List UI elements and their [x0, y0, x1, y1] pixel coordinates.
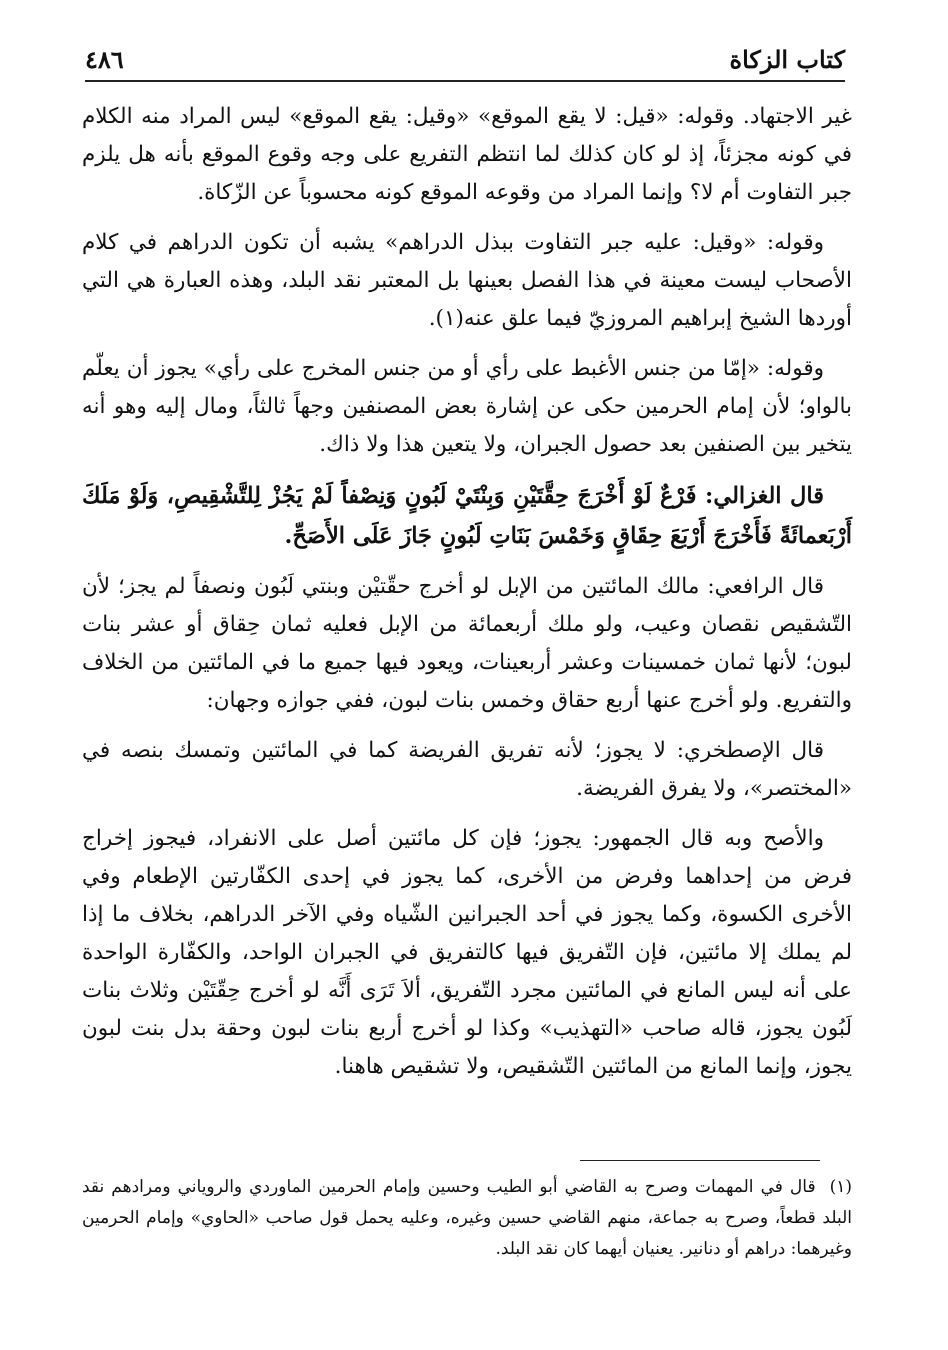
paragraph: قال الرافعي: مالك المائتين من الإبل لو أخرج حقّتيْن وبنتي لَبُون ونصفاً لم يجز؛ لأن التّشقيص نقصان وعيب، ولو ملك أربعمائة من الإبل فعليه ثمان حِقاق أو عشر بنات لبون؛ لأنها ثمان خمسينات وعشر أربعينات، ويعود فيها جميع ما في المائتين من الخلاف والتفريع. ولو أخرج عنها أربع حقاق وخمس بنات لبون، ففي جوازه وجهان: — [82, 574, 852, 713]
footnote-marker: (١) — [829, 1177, 852, 1197]
footnote-separator — [580, 1160, 820, 1161]
paragraph: والأصح وبه قال الجمهور: يجوز؛ فإن كل مائتين أصل على الانفراد، فيجوز إخراج فرض من إحداهما وفرض من الأخرى، كما يجوز في إحدى الكفّارتين الإطعام وفي الأخرى الكسوة، وكما يجوز في أحد الجبرانين الشّياه وفي الآخر الدراهم، بخلاف ما إذا لم يملك إلا مائتين، فإن التّفريق فيها كالتفريق في الجبران الواحد، والكفّارة الواحدة على أنه ليس المانع في المائتين مجرد التّفريق، ألاَ تَرَى أَنَّه لو أخرج حِقّتَيْن وثلاث بنات لَبُون يجوز، قاله صاحب «التهذيب» وكذا لو أخرج أربع بنات لبون وحقة بدل بنت لبون يجوز، وإنما المانع من المائتين التّشقيص، ولا تشقيص هاهنا. — [82, 826, 852, 1079]
footnote-text: قال في المهمات وصرح به القاضي أبو الطيب وحسين وإمام الحرمين الماوردي والروياني ومرادهم نقد البلد قطعاً، وصرح به جماعة، منهم القاضي حسين وغيره، وعليه يحمل قول صاحب «الحاوي» وإمام الحرمين وغيرهما: دراهم أو دنانير. يعنيان أيهما كان نقد البلد. — [82, 1177, 852, 1259]
footnote — [82, 1172, 852, 1265]
paragraph: وقوله: «وقيل: عليه جبر التفاوت ببذل الدراهم» يشبه أن تكون الدراهم في كلام الأصحاب ليست معينة في هذا الفصل بعينها بل المعتبر نقد البلد، وهذه العبارة هي التي أوردها الشيخ إبراهيم المروزيّ فيما علق عنه(١). — [82, 230, 852, 331]
matn-paragraph: قال الغزالي: فَرْعٌ لَوْ أَخْرَجَ حِقَّتَيْنِ وَبِنْتَيْ لَبُونٍ وَنِصْفاً لَمْ يَجُزْ لِلتَّشْقِيصِ، وَلَوْ مَلَكَ أَرْبَعمائَةً فَأَخْرَجَ أَرْبَعَ حِقَاقٍ وَخَمْسَ بَنَاتِ لَبُونٍ جَازَ عَلَى الأَصَحِّ. — [82, 483, 852, 549]
running-title: كتاب الزكاة — [729, 45, 845, 74]
main-text — [82, 98, 852, 1098]
page-number: ٤٨٦ — [85, 45, 124, 74]
paragraph: غير الاجتهاد. وقوله: «قيل: لا يقع الموقع» «وقيل: يقع الموقع» ليس المراد منه الكلام في كونه مجزئاً، إذ لو كان كذلك لما انتظم التفريع على وجه وقوع الموقع بأنه هل يلزم جبر التفاوت أم لا؟ وإنما المراد من وقوعه الموقع كونه محسوباً عن الزّكاة. — [82, 104, 852, 205]
paragraph: قال الإصطخري: لا يجوز؛ لأنه تفريق الفريضة كما في المائتين وتمسك بنصه في «المختصر»، ولا يفرق الفريضة. — [82, 738, 852, 801]
page-header — [85, 30, 845, 82]
paragraph: وقوله: «إمّا من جنس الأغبط على رأي أو من جنس المخرج على رأي» يجوز أن يعلّم بالواو؛ لأن إمام الحرمين حكى عن إشارة بعض المصنفين وجهاً ثالثاً، ومال إليه وهو أنه يتخير بين الصنفين بعد حصول الجبران، ولا يتعين هذا ولا ذاك. — [82, 356, 852, 457]
